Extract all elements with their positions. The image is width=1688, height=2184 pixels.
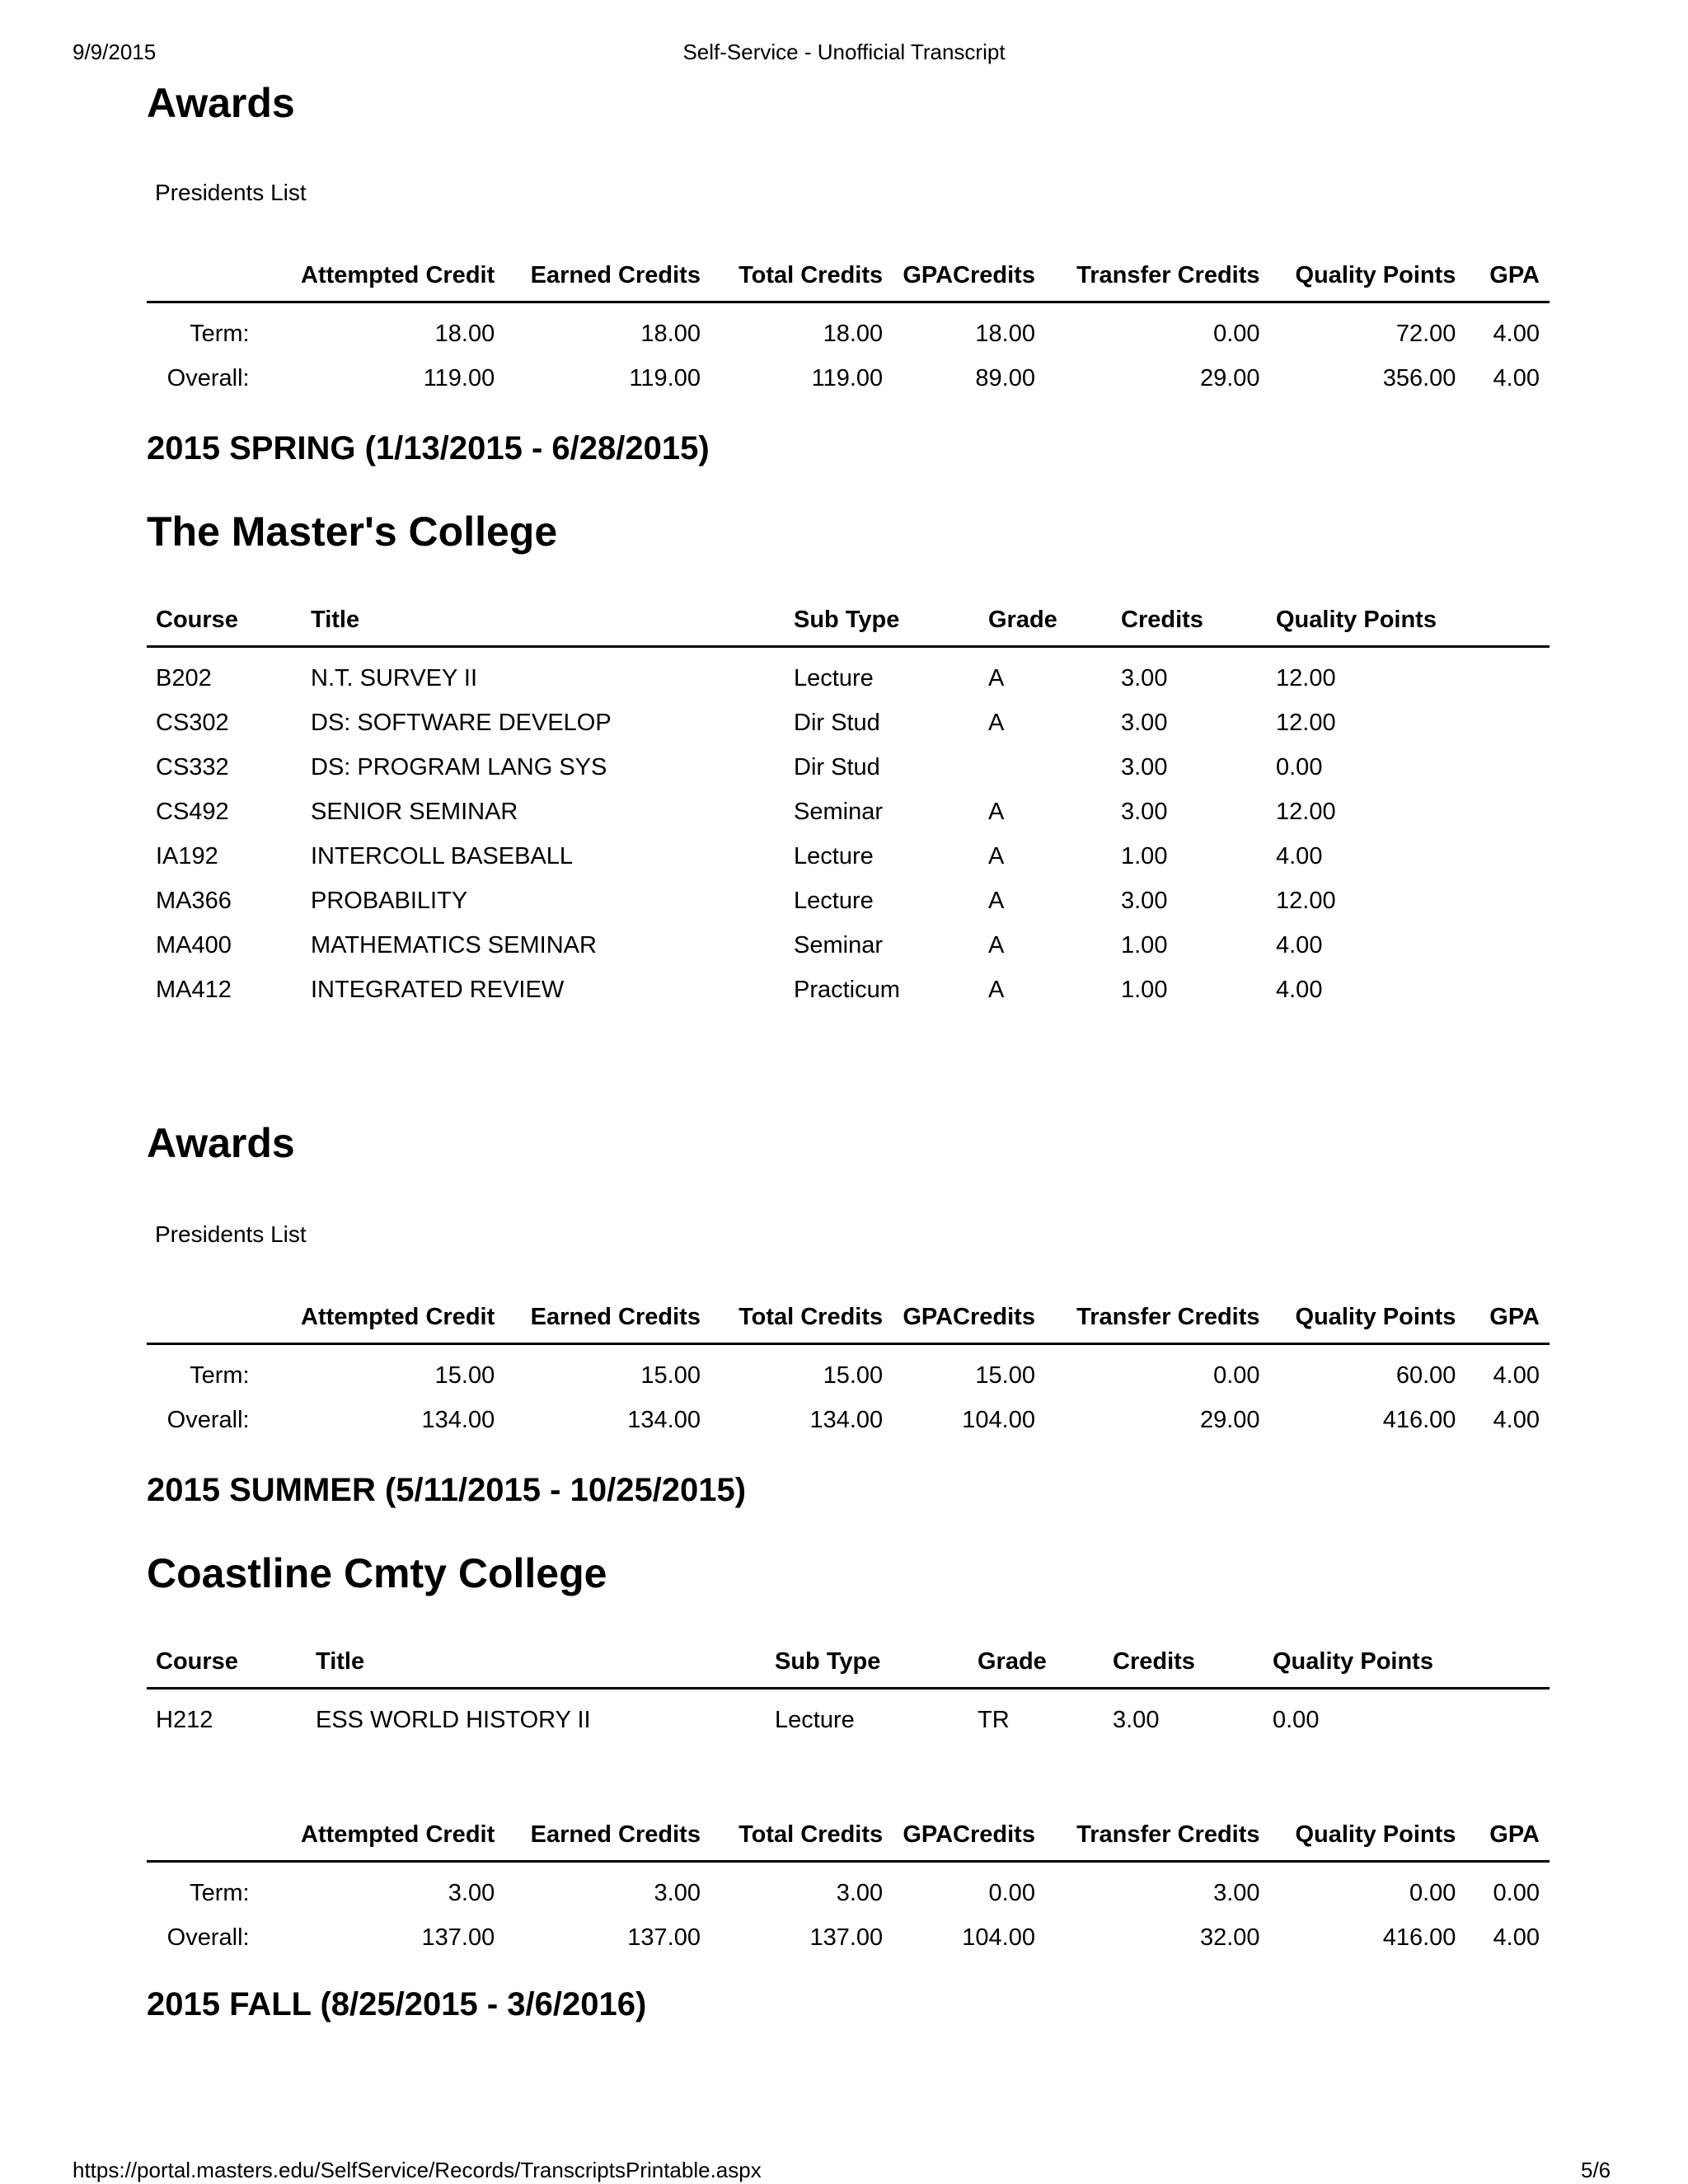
- course-header-row: [147, 607, 1550, 647]
- table-row: MA412 INTEGRATED REVIEW Practicum A 1.00 4.00: [156, 976, 1323, 1003]
- col-title: Title: [316, 1648, 365, 1675]
- col-total-credits: Total Credits: [738, 1304, 884, 1330]
- col-earned-credits: Earned Credits: [530, 1304, 701, 1330]
- col-credits: Credits: [1121, 607, 1203, 633]
- summary-table: [147, 1821, 1550, 1960]
- summary-term-row: Term: 18.00 18.00 18.00 18.00 0.00 72.00 4.00: [147, 302, 1550, 357]
- col-sub-type: Sub Type: [775, 1648, 881, 1675]
- awards-heading: Awards: [147, 80, 295, 126]
- col-gpa-credits: GPACredits: [903, 1304, 1035, 1330]
- summary-term-row: Term: 15.00 15.00 15.00 15.00 0.00 60.00 4.00: [147, 1344, 1550, 1399]
- summary-overall-row: Overall: 137.00 137.00 137.00 104.00 32.00 416.00 4.00: [147, 1915, 1550, 1960]
- term-heading-summer: 2015 SUMMER (5/11/2015 - 10/25/2015): [147, 1472, 747, 1508]
- summary-header-row: [147, 262, 1550, 302]
- col-quality-points: Quality Points: [1295, 1821, 1456, 1848]
- row-label: Term:: [190, 1361, 250, 1389]
- col-gpa-credits: GPACredits: [903, 1821, 1035, 1848]
- summary-table: [147, 1304, 1550, 1442]
- col-transfer-credits: Transfer Credits: [1076, 1821, 1260, 1848]
- table-row: H212 ESS WORLD HISTORY II Lecture TR 3.00 0.00: [156, 1706, 1320, 1733]
- col-gpa: GPA: [1489, 262, 1540, 288]
- row-label: Overall:: [166, 1924, 250, 1951]
- table-row: IA192 INTERCOLL BASEBALL Lecture A 1.00 4.00: [156, 842, 1323, 869]
- summary-overall-row: Overall: 119.00 119.00 119.00 89.00 29.00 356.00 4.00: [147, 356, 1550, 401]
- col-attempted-credit: Attempted Credit: [301, 1304, 495, 1330]
- print-url: https://portal.masters.edu/SelfService/Records/TranscriptsPrintable.aspx: [73, 2158, 762, 2182]
- col-credits: Credits: [1113, 1648, 1195, 1675]
- summary-overall-row: Overall: 134.00 134.00 134.00 104.00 29.00 416.00 4.00: [147, 1398, 1550, 1442]
- col-transfer-credits: Transfer Credits: [1076, 1304, 1260, 1330]
- summary-header-row: [147, 1821, 1550, 1862]
- print-title: Self-Service - Unofficial Transcript: [682, 40, 1006, 64]
- row-label: Term:: [190, 1879, 250, 1906]
- col-course: Course: [156, 607, 238, 633]
- term-heading-spring: 2015 SPRING (1/13/2015 - 6/28/2015): [147, 430, 710, 466]
- summary-header-row: [147, 1304, 1550, 1344]
- col-title: Title: [311, 607, 360, 633]
- col-gpa: GPA: [1489, 1304, 1540, 1330]
- school-name: Coastline Cmty College: [147, 1550, 607, 1596]
- table-row: MA366 PROBABILITY Lecture A 3.00 12.00: [156, 887, 1336, 914]
- col-quality-points: Quality Points: [1295, 1304, 1456, 1330]
- col-quality-points: Quality Points: [1276, 607, 1437, 633]
- print-date: 9/9/2015: [73, 40, 157, 64]
- course-header-row: [147, 1648, 1550, 1689]
- school-name: The Master's College: [147, 509, 558, 555]
- col-gpa: GPA: [1489, 1821, 1540, 1848]
- table-row: CS332 DS: PROGRAM LANG SYS Dir Stud 3.00 0.00: [156, 753, 1323, 780]
- col-gpa-credits: GPACredits: [903, 262, 1035, 288]
- table-row: CS302 DS: SOFTWARE DEVELOP Dir Stud A 3.00 12.00: [156, 709, 1336, 736]
- awards-heading: Awards: [147, 1120, 295, 1166]
- course-table: [147, 1648, 1550, 1742]
- row-label: Overall:: [166, 364, 250, 391]
- term-heading-fall: 2015 FALL (8/25/2015 - 3/6/2016): [147, 1986, 647, 2022]
- col-sub-type: Sub Type: [794, 607, 900, 633]
- col-total-credits: Total Credits: [738, 1821, 884, 1848]
- col-earned-credits: Earned Credits: [530, 1821, 701, 1848]
- col-attempted-credit: Attempted Credit: [301, 262, 495, 288]
- table-row: B202 N.T. SURVEY II Lecture A 3.00 12.00: [156, 664, 1336, 691]
- row-label: Term:: [190, 320, 250, 347]
- course-table: [147, 607, 1550, 1012]
- col-grade: Grade: [978, 1648, 1047, 1675]
- col-quality-points: Quality Points: [1295, 262, 1456, 288]
- col-total-credits: Total Credits: [738, 262, 884, 288]
- award-presidents-list: Presidents List: [155, 180, 307, 205]
- row-label: Overall:: [166, 1406, 250, 1433]
- col-attempted-credit: Attempted Credit: [301, 1821, 495, 1848]
- table-row: MA400 MATHEMATICS SEMINAR Seminar A 1.00 4.00: [156, 931, 1323, 958]
- summary-term-row: Term: 3.00 3.00 3.00 0.00 3.00 0.00 0.00: [147, 1862, 1550, 1916]
- col-course: Course: [156, 1648, 238, 1675]
- col-transfer-credits: Transfer Credits: [1076, 262, 1260, 288]
- page-number: 5/6: [1581, 2158, 1611, 2182]
- col-grade: Grade: [988, 607, 1057, 633]
- col-earned-credits: Earned Credits: [530, 262, 701, 288]
- col-quality-points: Quality Points: [1273, 1648, 1433, 1675]
- table-row: CS492 SENIOR SEMINAR Seminar A 3.00 12.00: [156, 798, 1336, 825]
- award-presidents-list: Presidents List: [155, 1221, 307, 1247]
- summary-table: [147, 262, 1550, 401]
